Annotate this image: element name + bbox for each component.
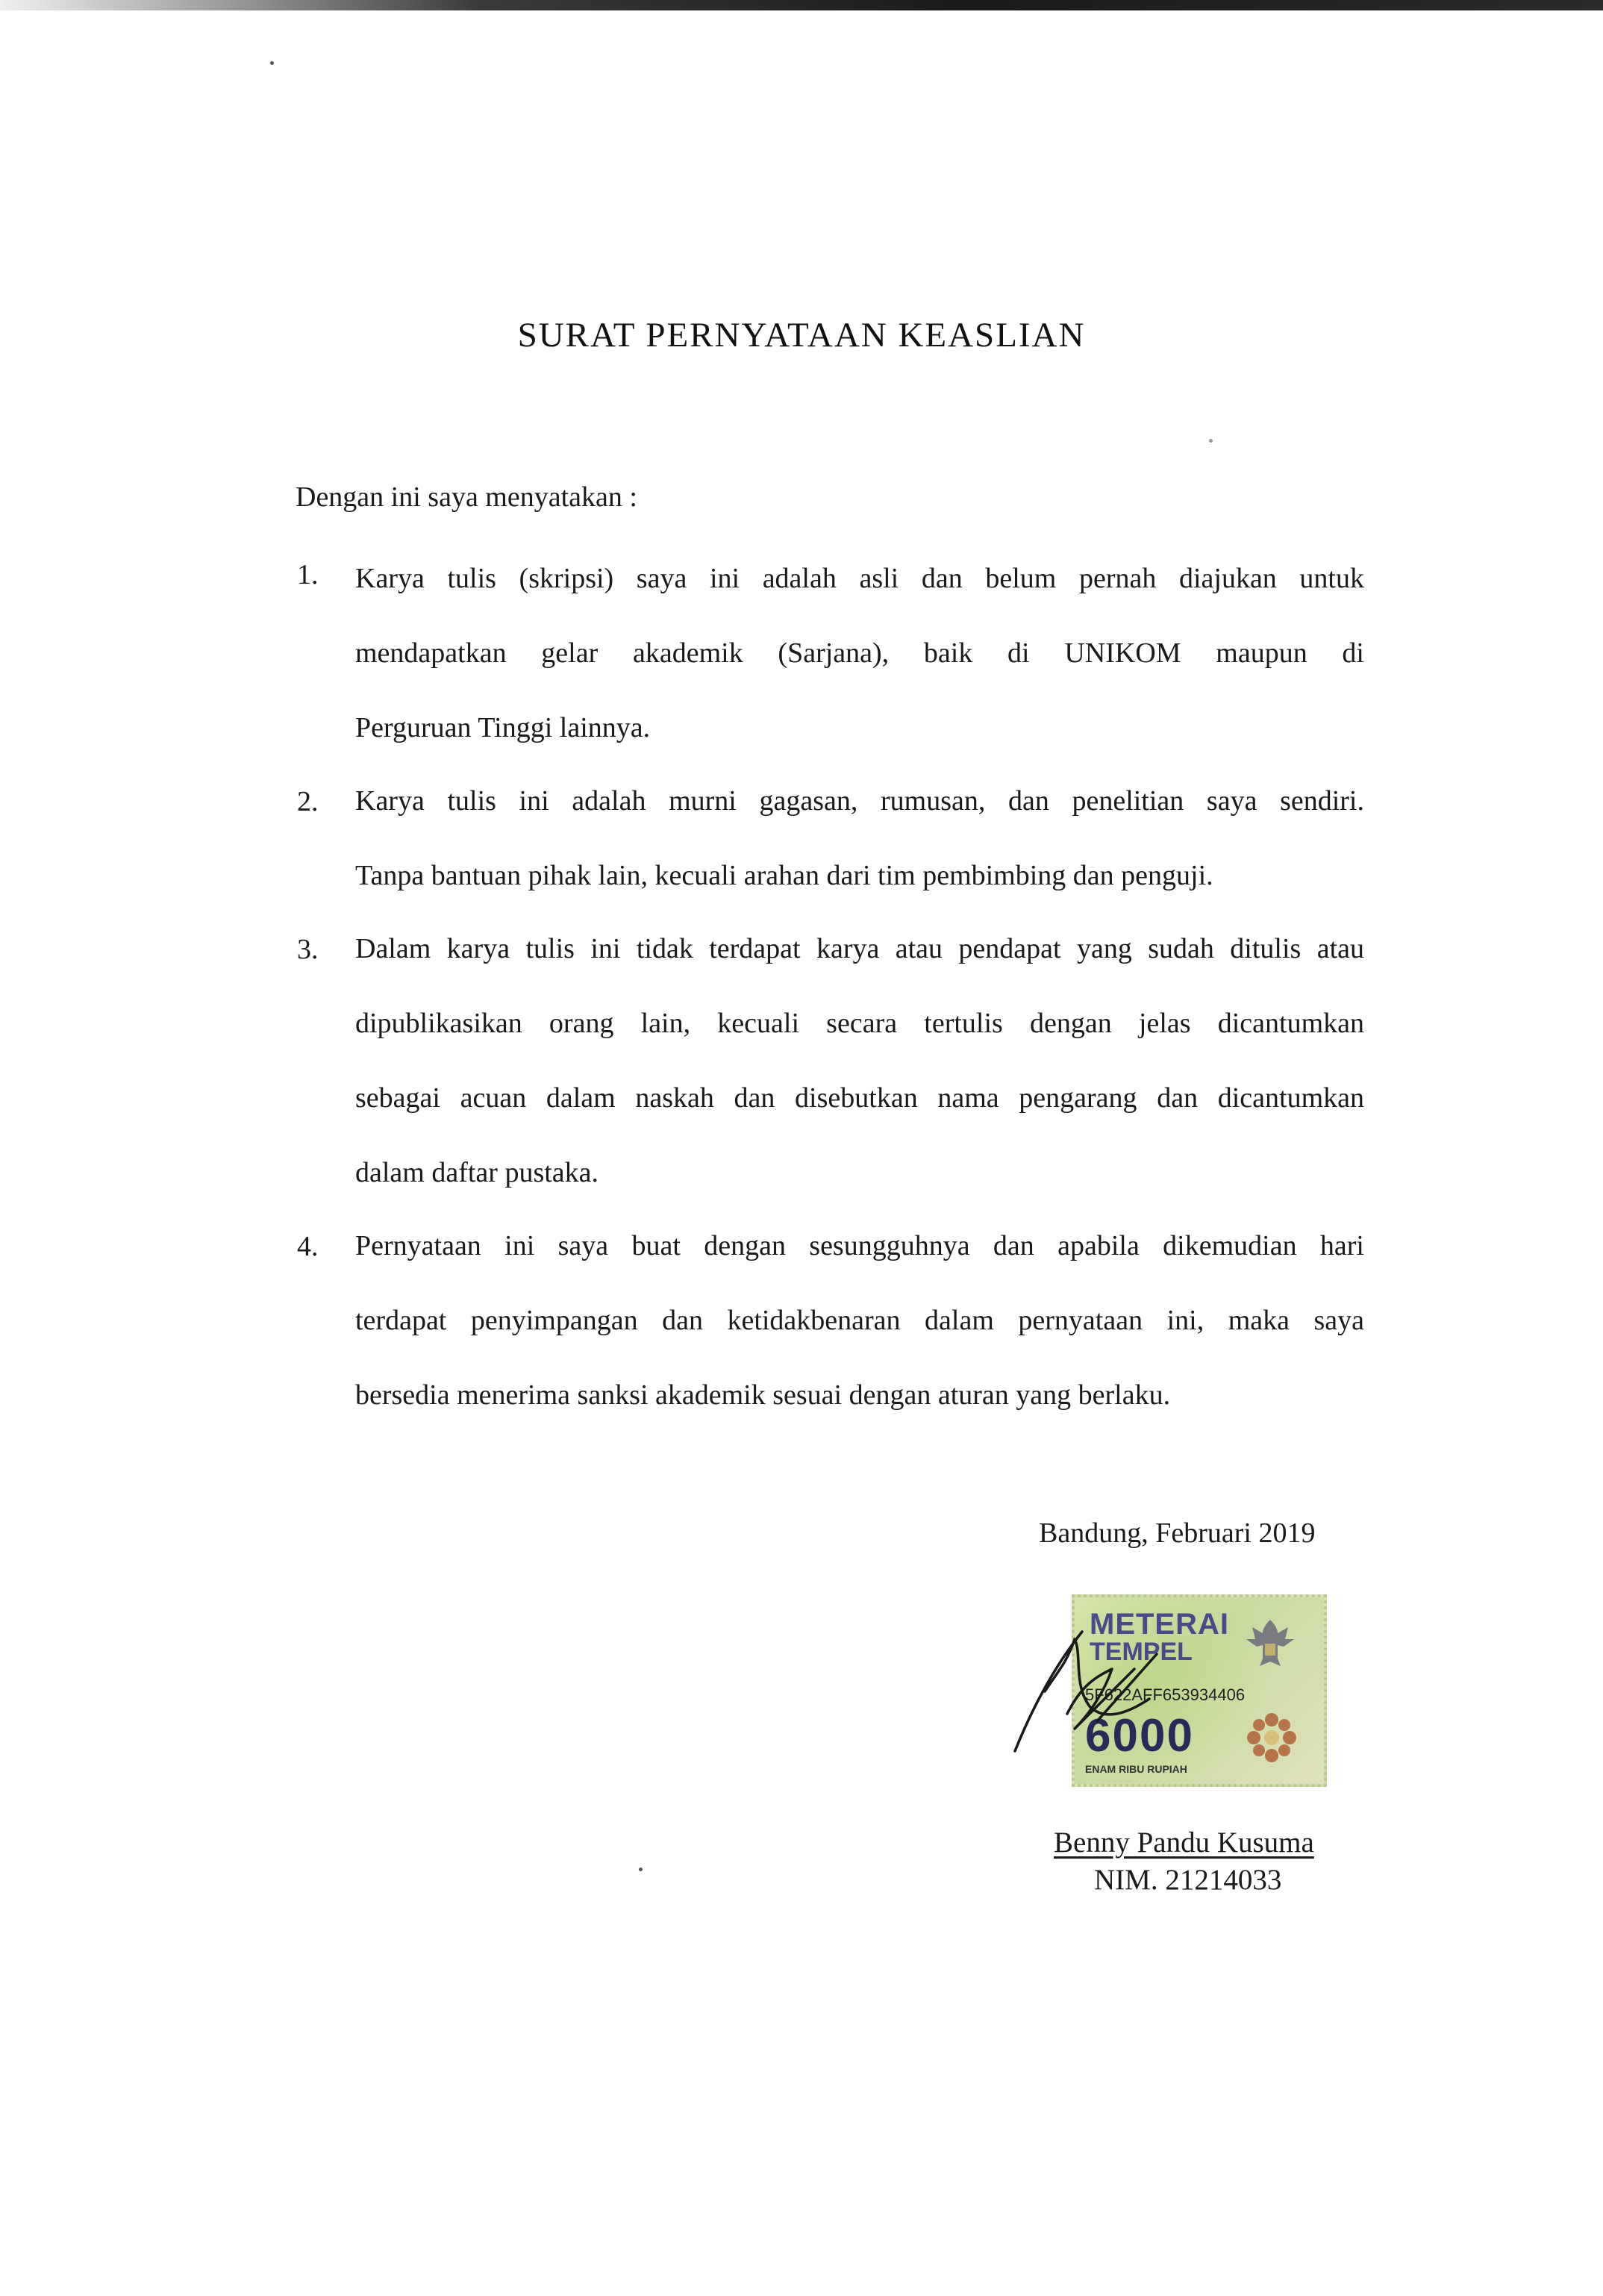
item-line: Karya tulis (skripsi) saya ini adalah asli dan belum pernah diajukan untuk bbox=[355, 563, 1364, 594]
item-line: Pernyataan ini saya buat dengan sesungguhnya dan apabila dikemudian hari bbox=[355, 1230, 1364, 1261]
flower-emblem-icon bbox=[1243, 1709, 1300, 1766]
signature bbox=[1000, 1624, 1194, 1774]
item-line: mendapatkan gelar akademik (Sarjana), baik di UNIKOM maupun di bbox=[355, 637, 1364, 669]
document-title: SURAT PERNYATAAN KEASLIAN bbox=[517, 316, 1086, 355]
item-line: Karya tulis ini adalah murni gagasan, rumusan, dan penelitian saya sendiri. bbox=[355, 785, 1364, 817]
stamp-label: TEMPEL bbox=[1090, 1638, 1193, 1666]
scan-speck bbox=[1209, 439, 1213, 443]
garuda-emblem-icon bbox=[1240, 1614, 1300, 1673]
signer-name: Benny Pandu Kusuma bbox=[1054, 1826, 1314, 1859]
item-line: bersedia menerima sanksi akademik sesuai dengan aturan yang berlaku. bbox=[355, 1379, 1171, 1411]
item-line: Dalam karya tulis ini tidak terdapat karya atau pendapat yang sudah ditulis atau bbox=[355, 933, 1364, 964]
item-line: dalam daftar pustaka. bbox=[355, 1157, 599, 1188]
intro-text: Dengan ini saya menyatakan : bbox=[296, 481, 637, 513]
stamp-value-words: ENAM RIBU RUPIAH bbox=[1085, 1763, 1187, 1775]
place-date: Bandung, Februari 2019 bbox=[1039, 1517, 1316, 1549]
stamp-serial: 5F622AFF653934406 bbox=[1085, 1685, 1246, 1704]
item-number: 2. bbox=[297, 786, 319, 817]
item-line: sebagai acuan dalam naskah dan disebutkan nama pengarang dan dicantumkan bbox=[355, 1082, 1364, 1114]
item-line: dipublikasikan orang lain, kecuali secara tertulis dengan jelas dicantumkan bbox=[355, 1008, 1364, 1039]
stamp-label: METERAI bbox=[1090, 1608, 1229, 1641]
stamp-value: 6000 bbox=[1085, 1710, 1194, 1762]
item-line: Perguruan Tinggi lainnya. bbox=[355, 712, 651, 743]
item-number: 3. bbox=[297, 934, 319, 965]
item-number: 4. bbox=[297, 1231, 319, 1262]
scan-speck bbox=[270, 61, 274, 65]
item-line: Tanpa bantuan pihak lain, kecuali arahan dari tim pembimbing dan penguji. bbox=[355, 860, 1213, 891]
signer-id: NIM. 21214033 bbox=[1094, 1864, 1282, 1896]
item-line: terdapat penyimpangan dan ketidakbenaran dalam pernyataan ini, maka saya bbox=[355, 1305, 1364, 1336]
scan-speck bbox=[639, 1868, 643, 1871]
scan-edge bbox=[0, 0, 1603, 10]
item-number: 1. bbox=[297, 559, 319, 590]
